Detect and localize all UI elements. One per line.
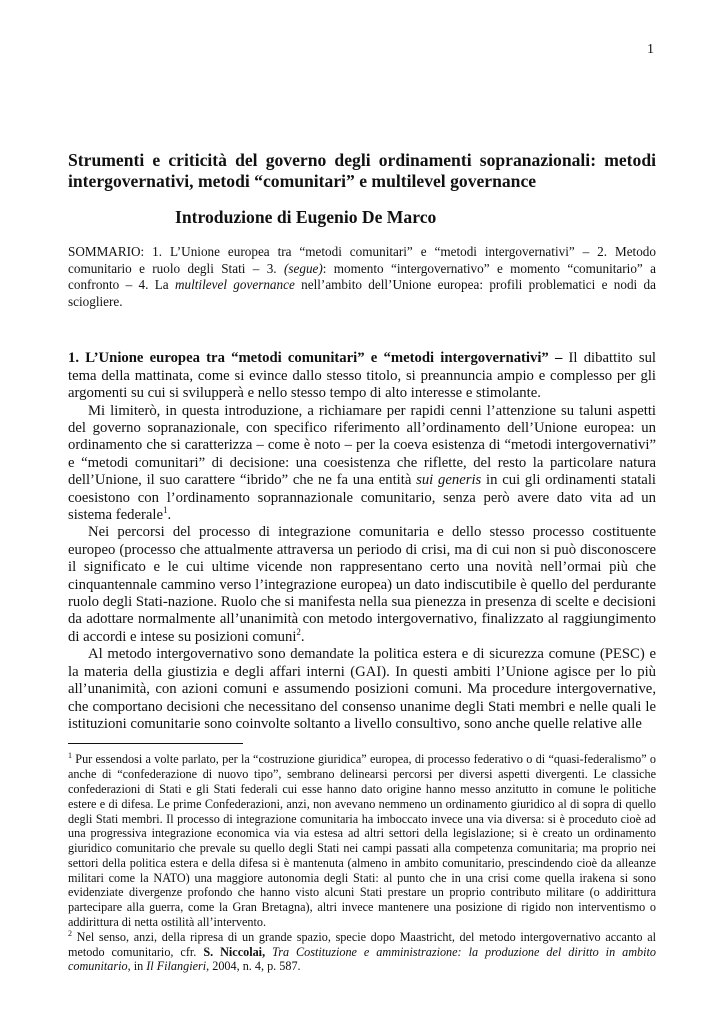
section1-heading: 1. L’Unione europea tra “metodi comunitari” e “metodi intergovernativi” – — [68, 350, 563, 367]
summary-multilevel: multilevel governance — [174, 277, 295, 293]
footnote-2-text-c: in — [130, 959, 147, 974]
p2-text-d: . — [167, 507, 172, 524]
summary-text-a: SOMMARIO: 1. L’Unione europea tra “metodi comunitari” e “metodi intergovernativi” – 2. Metodo comunitario e ruolo degli Stati – 3. — [68, 244, 656, 276]
p3-text-a: Nei percorsi del processo di integrazione comunitaria e dello stesso processo costituente europeo (processo che attualmente attraversa un periodo di crisi, ma di cui non si può disconoscere il significato e le cui ultime vicende non rappresentano certo una novità nell’ormai più che cinquantennale cammino verso l’integrazione europea) un dato indiscutibile è quello del perdurante ruolo degli Stati-nazione. Ruolo che si manifesta nella sua pienezza in presenza di scelte e decisioni da adottare normalmente all’unanimità con metodo intergovernativo, finalizzato al raggiungimento di accordi e intese su posizioni comuni — [68, 524, 656, 645]
footnote-2-title: Tra Costituzione e amministrazione: la produzione del diritto in ambito comunitario, — [68, 944, 656, 974]
section1-paragraph-1 — [68, 350, 656, 402]
section1-p1-text: Il dibattito sul tema della mattinata, come si evince dallo stesso titolo, si preannuncia ampio e complesso per gli argomenti su cui si svilupperà e nello stesso tempo di alto interesse e stimolante. — [68, 350, 656, 402]
p2-sui-generis: sui generis — [416, 472, 482, 489]
section1-paragraph-3 — [68, 524, 656, 646]
section1-paragraph-2 — [68, 403, 656, 525]
document-body — [68, 150, 656, 974]
summary — [68, 244, 656, 310]
footnote-1 — [68, 752, 656, 930]
section1-paragraph-4: Al metodo intergovernativo sono demandate la politica estera e di sicurezza comune (PESC) e la materia della giustizia e degli affari interni (GAI). In questi ambiti l’Unione agisce per lo più all’unanimità, con azioni comuni e assumendo posizioni comuni. Ma procedure intergovernative, che comportano decisioni che necessitano del consenso unanime degli Stati membri e nelle quali le istituzioni comunitarie sono coinvolte soltanto a livello consultivo, sono anche quelle relative alle — [68, 646, 656, 732]
footnote-2-text-a: Nel senso, anzi, della ripresa di un grande spazio, specie dopo Maastricht, del metodo intergovernativo accanto al metodo comunitario, cfr. — [68, 929, 656, 959]
footnote-2-journal: Il Filangieri, — [146, 959, 210, 974]
summary-text-e: nell’ambito dell’Unione europea: profili problematici e nodi da sciogliere. — [68, 277, 656, 309]
document-subtitle: Introduzione di Eugenio De Marco — [175, 207, 437, 227]
footnote-2-text-d: 2004, n. 4, p. 587. — [209, 959, 301, 974]
footnote-ref-2[interactable]: 2 — [296, 626, 301, 637]
document-title: Strumenti e criticità del governo degli ordinamenti sopranazionali: metodi intergovernativi, metodi “comunitari” e multilevel governance — [68, 150, 656, 191]
footnote-1-text: Pur essendosi a volte parlato, per la “costruzione giuridica” europea, di processo federativo o di “quasi-federalismo” o anche di “confederazione di nuovo tipo”, sembrano delinearsi percorsi per diversi aspetti divergenti. Le classiche confederazioni di Stati e gli Stati federali cui esse hanno dato origine hanno messo anzitutto in comune le politiche estere e di difesa. Le prime Confederazioni, anzi, non avevano nemmeno un ordinamento giuridico al di sopra di quello degli Stati membri. Il processo di integrazione comunitaria ha imboccato invece una via diversa: si è proceduto cioè ad una progressiva integrazione economica via via estesa ad altri settori della legislazione; si è creato un ordinamento giuridico comunitario che prevale su quello degli Stati nei campi passati alla competenza comunitaria; ma proprio nei settori della politica estera e della difesa si è mantenuta (almeno in ambito comunitario, prescindendo cioè da alleanze militari come la NATO) una maggiore autonomia degli Stati: al punto che in una crisi come quella irakena si sono evidenziate divergenze profondo che hanno visto alcuni Stati prestare un proprio contributo militare (o addirittura partecipare alla guerra, come la Gran Bretagna), altri invece mantenere una posizione di rigido non interventismo o addirittura di netta ostilità all’intervento. — [68, 752, 656, 930]
footnote-ref-1[interactable]: 1 — [163, 505, 168, 516]
footnote-separator — [68, 743, 243, 744]
p3-text-b: . — [300, 628, 305, 645]
p2-text-c: in cui gli ordinamenti statali coesistono con l’ordinamento soprannazionale comunitario, senza però avere dato vita ad un sistema federale — [68, 472, 656, 524]
summary-segue: (segue) — [283, 260, 323, 276]
footnote-2-mark: 2 — [68, 928, 72, 938]
p2-text-a: Mi limiterò, in questa introduzione, a richiamare per rapidi cenni l’attenzione su taluni aspetti del governo sopranazionale, con specifico riferimento all’ordinamento dell’Unione europea: un ordinamento che si caratterizza – come è noto – per la coeva esistenza di “metodi intergovernativi” e “metodi comunitari” di decisione: una coesistenza che riflette, del resto la particolare natura dell’Unione, il suo carattere “ibrido” che ne fa una entità — [68, 402, 656, 489]
page-number: 1 — [647, 42, 654, 57]
footnote-2 — [68, 930, 656, 974]
summary-text-c: : momento “intergovernativo” e momento “comunitario” a confronto – 4. La — [68, 260, 656, 293]
footnote-1-mark: 1 — [68, 751, 72, 761]
footnote-2-author: S. Niccolai, — [203, 944, 266, 959]
